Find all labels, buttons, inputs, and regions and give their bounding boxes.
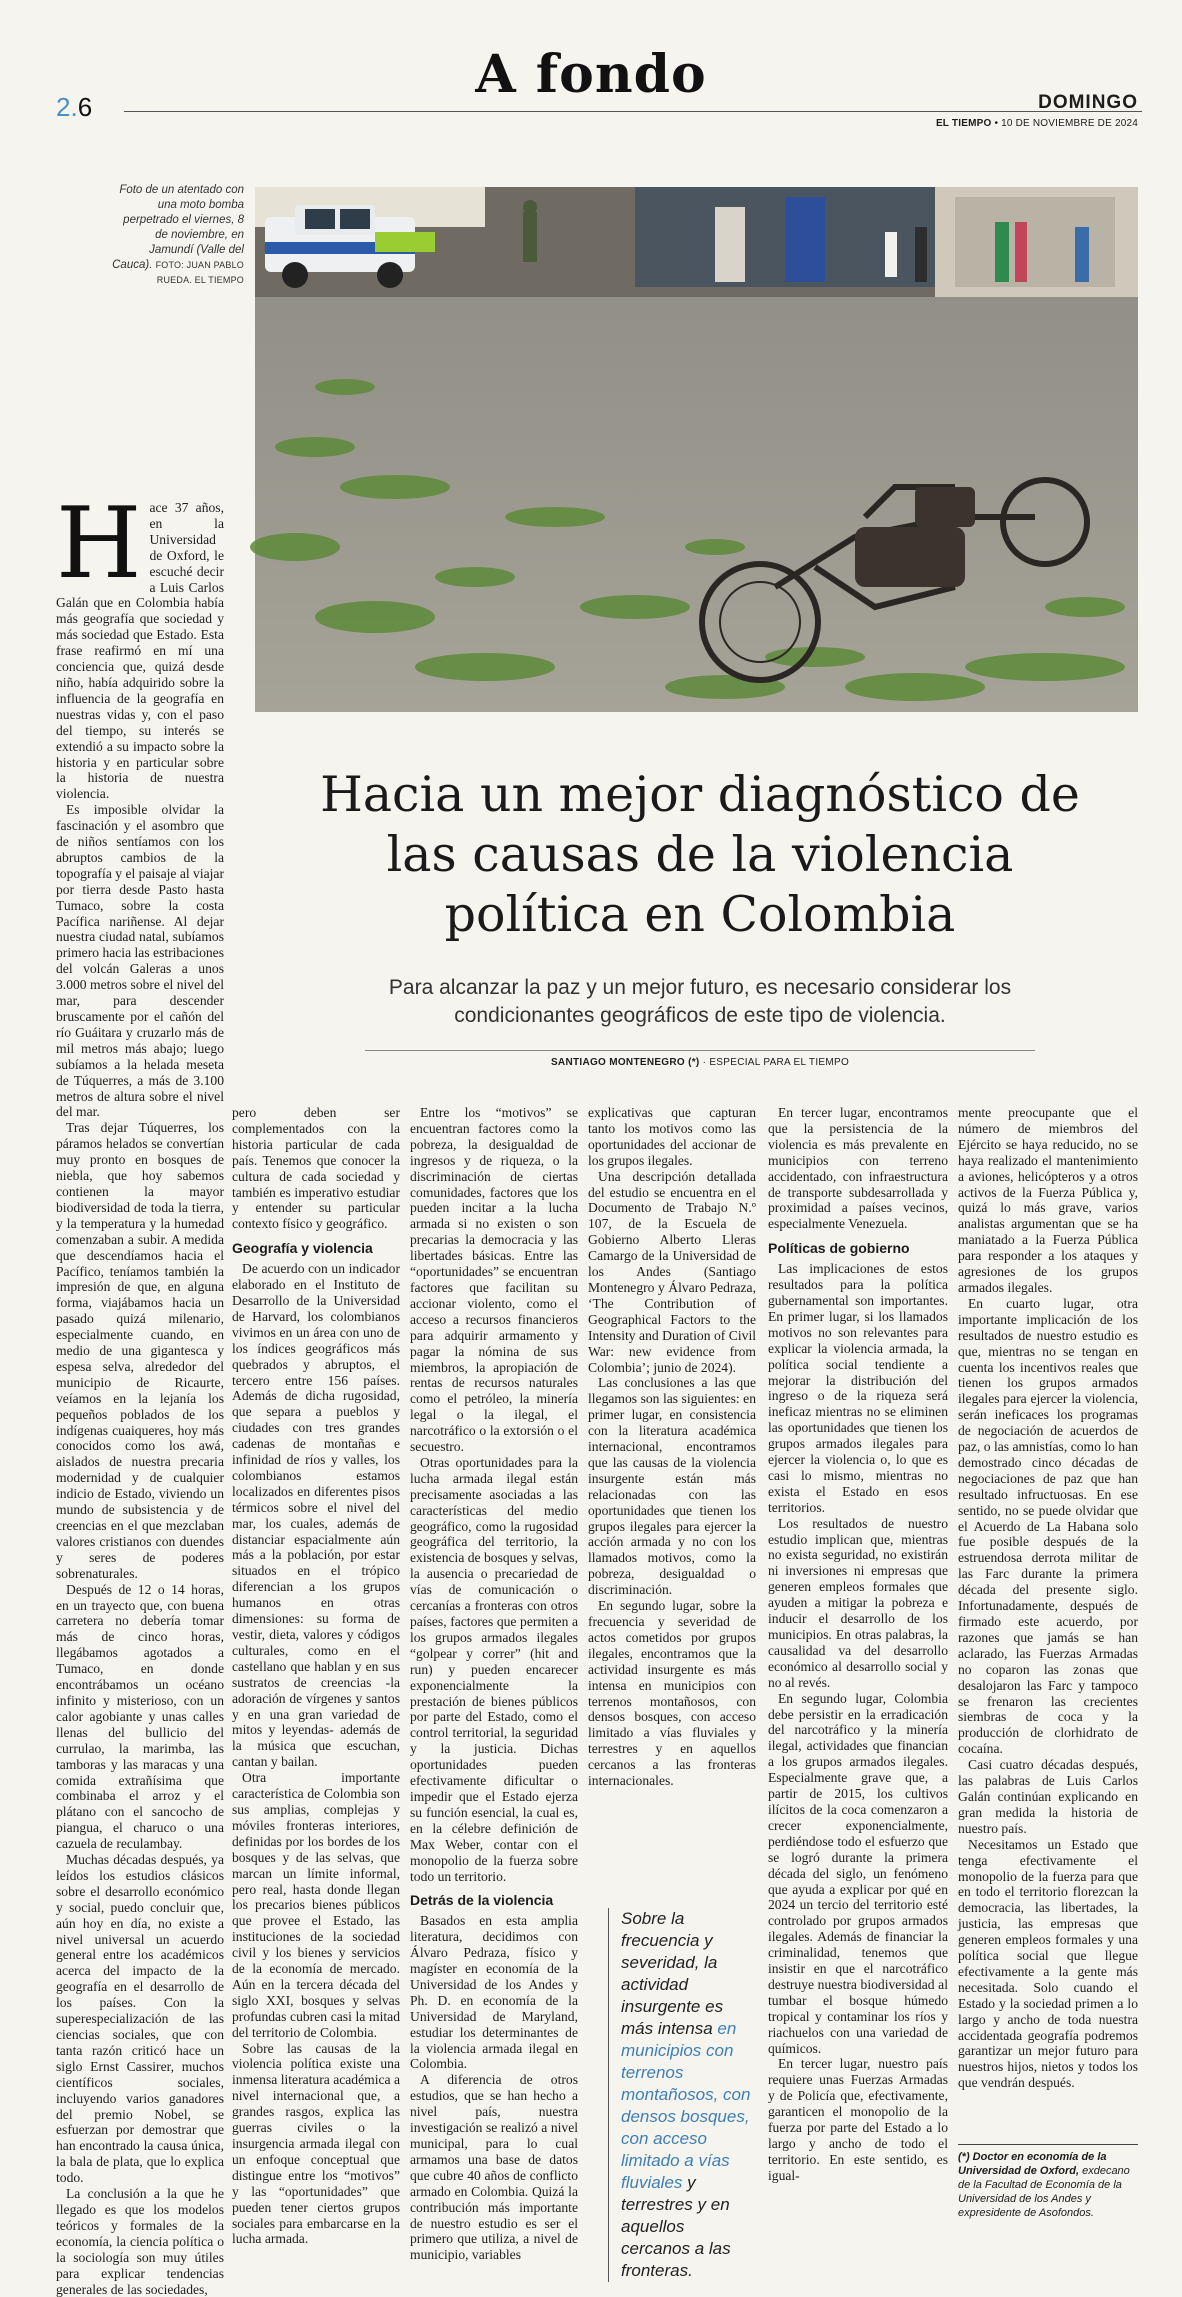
header-rule [124,111,1142,112]
paragraph: En segundo lugar, Colombia debe persistir en la erradicación del narcotráfico y la minería ilegal, actividades que financian a los grupos armados ilegales. Especialmente grave que, a partir de 2015, los cultivos ilícitos de la coca comenzaron a crecer exponencialmente, perdiéndose todo el esfuerzo que se logró durante la primera década del siglo, un fenómeno que ayuda a explicar por qué en 2024 un tercio del territorio esté controlado por grupos armados ilegales. Además de financiar la criminalidad, tenemos que insistir en que el narcotráfico destruye nuestra biodiversidad al tumbar el bosque húmedo tropical y contaminar los ríos y riachuelos con una variedad de químicos. [768,1690,948,2056]
pull-quote-highlight: en municipios con terrenos montañosos, con densos bosques, con acceso limitado a vías fluviales [621,2019,751,2192]
paragraph: Otra importante característica de Colombia son sus amplias, complejas y móviles fronteras interiores, definidas por los bordes de los bosques y de las selvas, que marcan un límite informal, pero real, hasta donde llegan los precarios bienes públicos que provee el Estado, las instituciones de la sociedad civil y los bienes y servicios de la economía de mercado. Aún en la tercera década del siglo XXI, bosques y selvas profundas cubren casi la mitad del territorio de Colombia. [232,1770,400,2040]
page-number-prefix: 2. [56,92,78,122]
publication-date-line [936,118,1138,129]
publication-date: • 10 DE NOVIEMBRE DE 2024 [994,118,1138,129]
paragraph: De acuerdo con un indicador elaborado en el Instituto de Desarrollo de la Universidad de Harvard, los colombianos vivimos en un área con uno de los índices geográficos más quebrados y abruptos, el tercero entre 156 países. Además de dicha rugosidad, que separa a pueblos y ciudades con tres grandes cadenas de montañas e infinidad de ríos y valles, los colombianos estamos localizados en diferentes pisos térmicos sobre el nivel del mar, los cuales, además de distanciar espacialmente aún más a la población, por estar situados en el trópico diferencian a los grupos humanos en otras dimensiones: su forma de vestir, dieta, valores y códigos culturales, como en el castellano que hablan y en sus sustratos de creencias -la adoración de vírgenes y santos y en una gran variedad de mitos y leyendas- además de la música que escuchan, cantan y bailan. [232,1261,400,1770]
subheading-detras: Detrás de la violencia [410,1892,554,1909]
deck: Para alcanzar la paz y un mejor futuro, es necesario considerar los condicionantes geográficos de este tipo de violencia. [388,976,1012,1027]
column-2 [232,1105,400,2245]
page-number-value: 6 [77,92,93,122]
subheading-geografia: Geografía y violencia [232,1240,373,1257]
author-footnote [958,2150,1138,2220]
section-title: A fondo [475,44,707,105]
photo-illustration [255,187,1138,712]
headline: Hacia un mejor diagnóstico de las causas de la violencia política en Colombia [320,766,1080,943]
column-4 [588,1105,756,1895]
column-5 [768,1105,948,2245]
byline [365,1057,1035,1068]
deck-rule [365,1050,1035,1051]
subheading-politicas: Políticas de gobierno [768,1240,910,1257]
paragraph: Las conclusiones a las que llegamos son las siguientes: en primer lugar, en consistencia con la literatura académica internacional, encontramos que las causas de la violencia insurgente están más relacionadas con las oportunidades que tienen los grupos ilegales para ejercer la acción armada y no con los llamados motivos, como la pobreza, desigualdad o discriminación. [588,1375,756,1598]
paragraph: Tras dejar Túquerres, los páramos helados se convertían muy pronto en bosques de niebla, que hoy sabemos contienen la mayor biodiversidad de toda la tierra, y la temperatura y la humedad comenzaban a subir. A medida que descendíamos hacia el Pacífico, teníamos también la impresión de que, en alguna forma, viajábamos hacia un pasado quizá milenario, especialmente cuando, en medio de una gigantesca y espesa selva, alrededor del municipio de Ricaurte, veíamos en la lejanía los pequeños poblados de los indígenas cuaiqueres, hoy más conocidos como los awá, aislados de nuestra precaria modernidad y de cualquier indicio de Estado, viviendo un mundo de subsistencia y de creencias en el que mezclaban valores cristianos con duendes y seres de poderes sobrenaturales. [56,1120,224,1581]
pull-quote-text: Sobre la frecuencia y severidad, la actividad insurgente es más intensa [621,1909,724,2038]
column-3 [410,1105,578,2263]
paragraph: Las implicaciones de estos resultados para la política gubernamental son importantes. En primer lugar, si los llamados motivos no son relevantes para explicar la violencia armada, la política social tendiente a mejorar la distribución del ingreso o de la riqueza será ineficaz mientras no se eliminen las oportunidades que tienen los grupos armados ilegales para ejercer la violencia o, lo que es casi lo mismo, mientras no exista el Estado en esos territorios. [768,1261,948,1515]
page-number [56,92,92,123]
paragraph: mente preocupante que el número de miembros del Ejército se haya reducido, no se haya realizado el mantenimiento a aviones, helicópteros y a otros activos de la Fuerza Pública y, quizá lo más grave, varios analistas argumentan que se ha maniatado a la Fuerza Pública para responder a los ataques y agresiones de los grupos armados ilegales. [958,1105,1138,1295]
paragraph: Una descripción detallada del estudio se encuentra en el Documento de Trabajo N.º 107, de la Escuela de Gobierno Alberto Lleras Camargo de la Universidad de los Andes (Santiago Montenegro y Álvaro Pedraza, ‘The Contribution of Geographical Factors to the Intensity and Duration of Civil War: new evidence from Colombia’; junio de 2024). [588,1168,756,1375]
paragraph: Sobre las causas de la violencia política existe una inmensa literatura académica a nivel internacional que, a grandes rasgos, explica las guerras civiles o la insurgencia armada ilegal con un enfoque conceptual que distingue entre los “motivos” y las “oportunidades” que pueden tener ciertos grupos sociales para embarcarse en la lucha armada. [232,2040,400,2247]
paragraph: pero deben ser complementados con la historia particular de cada país. Tenemos que conocer la cultura de cada sociedad y también es imperativo estudiar y entender su particular contexto físico y geográfico. [232,1105,400,1232]
page-header [0,0,1182,130]
paragraph: Casi cuatro décadas después, las palabras de Luis Carlos Galán continúan explicando en gran medida la historia de nuestro país. [958,1757,1138,1836]
column-6 [958,1105,1138,2135]
paragraph: ace 37 años, en la Universidad de Oxford, le escuché decir a Luis Carlos Galán que en Colombia había más geografía que sociedad y más sociedad que Estado. Esta frase reafirmó en mí una conciencia que, quizá desde niño, había adquirido sobre la influencia de la geografía en nuestras vidas y, con el paso del tiempo, su interés se extendió a su impacto sobre la historia y en particular sobre la historia de nuestra violencia. [56,500,224,802]
photo-caption-text: Foto de un atentado con una moto bomba perpetrado el viernes, 8 de noviembre, en Jamundí (Valle del Cauca). [112,184,244,271]
publication-name: EL TIEMPO [935,118,992,129]
paragraph: Entre los “motivos” se encuentran factores como la pobreza, la desigualdad de ingresos y de riqueza, o la discriminación de ciertas comunidades, factores que los pueden incitar a la lucha armada si no existen o son precarias la democracia y las libertades básicas. Entre las “oportunidades” se encuentran factores que facilitan su accionar violento, como el acceso a recursos financieros para adquirir armamento y pagar la nómina de sus miembros, la apropiación de rentas de recursos naturales como el petróleo, la minería legal o la ilegal, el narcotráfico o la extorsión o el secuestro. [410,1105,578,1455]
column-1 [56,487,224,2297]
byline-author: SANTIAGO MONTENEGRO (*) [550,1057,700,1068]
paragraph: explicativas que capturan tanto los motivos como las oportunidades del accionar de los grupos ilegales. [588,1105,756,1168]
paragraph: Necesitamos un Estado que tenga efectivamente el monopolio de la fuerza para que en todo el territorio florezcan la democracia, las libertades, la justicia, las empresas que generen empleos formales y una política social que llegue efectivamente a la gente más necesitada. Solo cuando el Estado y la sociedad primen a lo largo y ancho de toda nuestra accidentada geografía podremos garantizar un mejor futuro para nuestros hijos, nietos y todos los que vendrán después. [958,1836,1138,2091]
paragraph: En tercer lugar, encontramos que la persistencia de la violencia es más prevalente en municipios con terreno accidentado, con infraestructura de transporte subdesarrollada y proximidad a países vecinos, especialmente Venezuela. [768,1105,948,1232]
paragraph: A diferencia de otros estudios, que se han hecho a nivel país, nuestra investigación se realizó a nivel municipal, para lo cual armamos una base de datos que cubre 40 años de conflicto armado en Colombia. Quizá la contribución más importante de nuestro estudio es ser el primero que utiliza, a nivel de municipio, variables [410,2072,578,2263]
pull-quote [608,1908,753,2282]
paragraph: Los resultados de nuestro estudio implican que, mientras no exista seguridad, no existirán ni inversiones ni empresas que generen empleos formales que ayuden a mitigar la pobreza e inducir el desarrollo de los municipios. En otras palabras, la causalidad va del desarrollo económico al desarrollo social y no al revés. [768,1515,948,1690]
paragraph: En segundo lugar, sobre la frecuencia y severidad de actos cometidos por grupos ilegales, encontramos que la actividad insurgente es más intensa en municipios con terrenos montañosos, con densos bosques, con acceso limitado a vías fluviales y terrestres y en aquellos cercanos a las fronteras internacionales. [588,1598,756,1789]
news-photo [255,187,1138,712]
pull-quote-text-end: y terrestres y en aquellos cercanos a las fronteras. [621,2173,731,2280]
footnote-text: exdecano de la Facultad de Economía de la Universidad de los Andes y expresidente de Asofondos. [958,2165,1130,2219]
footnote-rule [958,2144,1138,2145]
paragraph: En cuarto lugar, otra importante implicación de los resultados de nuestro estudio es que, mientras no se tengan en cuenta los incentivos reales que tienen los grupos armados ilegales para ejercer la violencia, serán ineficaces los programas de negociación de acuerdos de paz, o las amnistías, como lo han demostrado cinco décadas de negociaciones de paz que han resultado infructuosas. En ese sentido, no se puede olvidar que el Acuerdo de La Habana solo fue posible después de la estruendosa derrota militar de las Farc durante la primera década del presente siglo. Infortunadamente, después de firmado este acuerdo, por razones que jamás se han aclarado, las Fuerzas Armadas no coparon las zonas que desalojaron las Farc y tampoco se frenaron las crecientes siembras de coca y la producción de clorhidrato de cocaína. [958,1295,1138,1757]
photo-caption [112,183,244,288]
paragraph: Basados en esta amplia literatura, decidimos con Álvaro Pedraza, físico y magíster en economía de la Universidad de los Andes y Ph. D. en economía de la Universidad de Maryland, estudiar los determinantes de la violencia armada ilegal en Colombia. [410,1913,578,2072]
paragraph: Otras oportunidades para la lucha armada ilegal están precisamente asociadas a las características del medio geográfico, como la rugosidad geográfica del territorio, la existencia de bosques y selvas, la ausencia o precariedad de vías de comunicación o cercanías a fronteras con otros países, factores que permiten a los grupos armados ilegales “golpear y correr” (hit and run) y pueden encarecer exponencialmente la prestación de bienes públicos por parte del Estado, como el control territorial, la seguridad y la justicia. Dichas oportunidades pueden efectivamente dificultar o impedir que el Estado ejerza su función esencial, la cual es, en la célebre definición de Max Weber, contar con el monopolio de la fuerza sobre todo un territorio. [410,1454,578,1884]
paragraph: La conclusión a la que he llegado es que los modelos teóricos y formales de la economía, la ciencia política o la sociología son muy útiles para explicar tendencias generales de las sociedades, [56,2186,224,2297]
footnote-bold: (*) Doctor en economía de la Universidad de Oxford, [958,2151,1107,2177]
paragraph: Es imposible olvidar la fascinación y el asombro que de niños sentíamos con los abruptos cambios de la topografía y el paisaje al viajar por tierra desde Pasto hasta Tumaco, sobre la costa Pacífica nariñense. Al dejar nuestra ciudad natal, subíamos primero hacia las estribaciones del volcán Galeras a unos 3.000 metros sobre el nivel del mar, para descender bruscamente por el cañón del río Guáitara y cruzarlo más de mil metros más abajo; luego subíamos a la helada meseta de Túquerres, a más de 3.100 metros de altura sobre el nivel del mar. [56,802,224,1120]
paragraph: Muchas décadas después, ya leídos los estudios clásicos sobre el desarrollo económico y social, puedo concluir que, aún hoy en día, no existe a nivel universal un acuerdo general entre los académicos acerca del impacto de la geografía en el desarrollo de los países. Con la superespecialización de las ciencias sociales, que con tanta razón criticó hace un siglo Ernst Cassirer, muchos científicos sociales, incluyendo varios ganadores del premio Nobel, se esfuerzan por demostrar que han encontrado la causa única, la bala de plata, que lo explica todo. [56,1852,224,2186]
paragraph: Después de 12 o 14 horas, en un trayecto que, con buena carretera no debería tomar más de cinco horas, llegábamos agotados a Tumaco, en donde encontrábamos un océano infinito y misterioso, con un calor agobiante y unas calles llenas del bullicio del currulao, la marimba, las tamboras y las maracas y una comida extrañísima que combinaba el arroz y el plátano con el sancocho de piangua, el charuco o una cazuela de reculambay. [56,1581,224,1852]
byline-note: · ESPECIAL PARA EL TIEMPO [699,1057,850,1068]
paragraph: En tercer lugar, nuestro país requiere unas Fuerzas Armadas y de Policía que, efectivamente, garanticen el monopolio de la fuerza por parte del Estado a lo largo y ancho de todo el territorio. En este sentido, es igual- [768,2056,948,2183]
photo-credit: FOTO: JUAN PABLO RUEDA. EL TIEMPO [155,260,244,285]
weekday: DOMINGO [1038,92,1138,113]
dropcap: H [56,487,142,601]
